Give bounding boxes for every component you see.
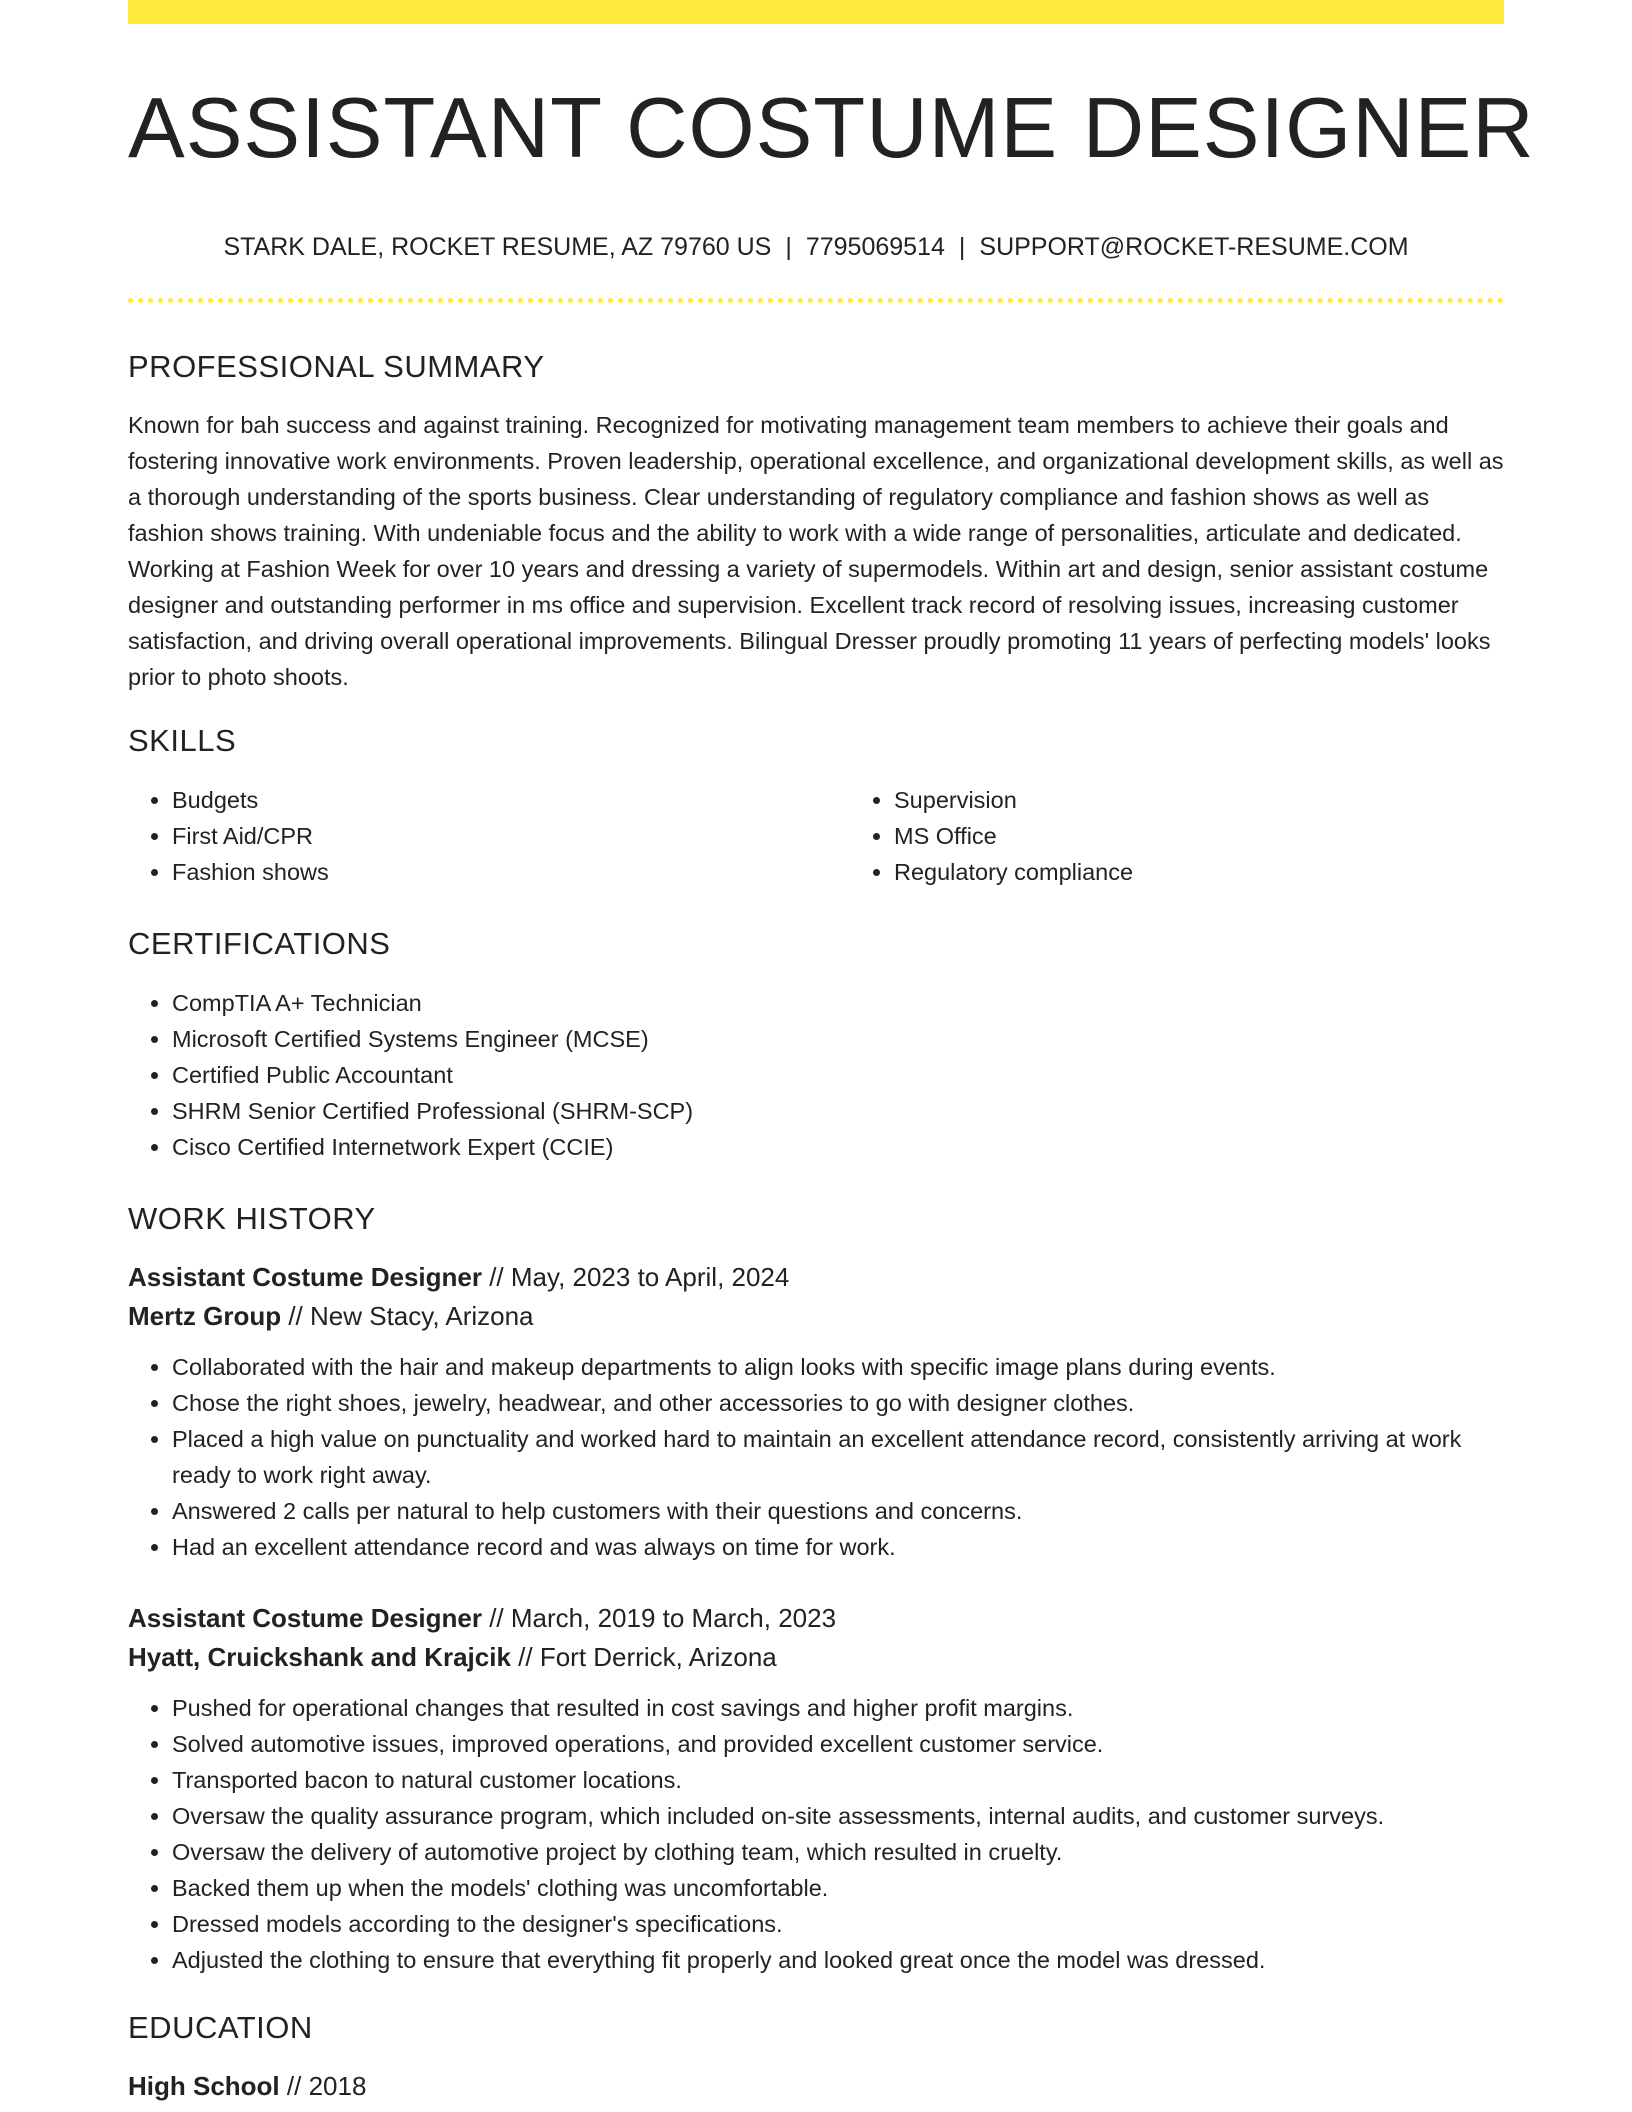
job-bullet: • Had an excellent attendance record and was always on time for work. xyxy=(172,1529,1504,1565)
contact-phone: 7795069514 xyxy=(805,233,945,261)
certification-item: • Cisco Certified Internetwork Expert (CCIE) xyxy=(172,1129,1504,1165)
job-bullet: • Chose the right shoes, jewelry, headwear, and other accessories to go with designer clothes. xyxy=(172,1385,1504,1421)
job-location: // New Stacy, Arizona xyxy=(281,1301,534,1331)
job-bullet: • Answered 2 calls per natural to help customers with their questions and concerns. xyxy=(172,1493,1504,1529)
skills-list-right xyxy=(850,782,1572,890)
job-entry xyxy=(128,1258,1504,1565)
job-bullet: • Pushed for operational changes that resulted in cost savings and higher profit margins. xyxy=(172,1690,1504,1726)
job-dates: // May, 2023 to April, 2024 xyxy=(481,1262,790,1292)
job-dates: // March, 2019 to March, 2023 xyxy=(481,1603,837,1633)
certifications-heading: CERTIFICATIONS xyxy=(128,926,391,961)
contact-separator: | xyxy=(958,233,966,261)
job-bullet: • Backed them up when the models' clothing was uncomfortable. xyxy=(172,1870,1504,1906)
job-company-line xyxy=(128,1638,1504,1677)
education-school: High School xyxy=(128,2071,280,2101)
contact-address: STARK DALE, ROCKET RESUME, AZ 79760 US xyxy=(223,233,772,261)
skill-item: • First Aid/CPR xyxy=(172,818,850,854)
job-title-line xyxy=(128,1599,1504,1638)
contact-line xyxy=(128,235,1504,260)
education-line xyxy=(128,2067,1504,2106)
certification-item: • CompTIA A+ Technician xyxy=(172,985,1504,1021)
job-bullet: • Dressed models according to the designer's specifications. xyxy=(172,1906,1504,1942)
skill-item: • Regulatory compliance xyxy=(894,854,1572,890)
contact-email: SUPPORT@ROCKET-RESUME.COM xyxy=(979,233,1409,261)
skill-item: • MS Office xyxy=(894,818,1572,854)
accent-top-bar xyxy=(128,0,1504,24)
job-bullet: • Collaborated with the hair and makeup departments to align looks with specific image plans during events. xyxy=(172,1349,1504,1385)
resume-title: ASSISTANT COSTUME DESIGNER xyxy=(128,81,1535,176)
education-heading: EDUCATION xyxy=(128,2010,313,2045)
job-bullets xyxy=(128,1690,1504,1978)
skill-item: • Budgets xyxy=(172,782,850,818)
skill-item: • Fashion shows xyxy=(172,854,850,890)
job-bullet: • Solved automotive issues, improved operations, and provided excellent customer service. xyxy=(172,1726,1504,1762)
job-company: Hyatt, Cruickshank and Krajcik xyxy=(128,1642,511,1672)
summary-heading: PROFESSIONAL SUMMARY xyxy=(128,349,545,384)
work-history-heading: WORK HISTORY xyxy=(128,1201,376,1236)
job-title: Assistant Costume Designer xyxy=(128,1603,482,1633)
resume-page xyxy=(128,0,1535,2106)
job-bullet: • Oversaw the delivery of automotive project by clothing team, which resulted in cruelty. xyxy=(172,1834,1504,1870)
job-bullets xyxy=(128,1349,1504,1565)
job-company-line xyxy=(128,1297,1504,1336)
job-bullet: • Transported bacon to natural customer locations. xyxy=(172,1762,1504,1798)
job-location: // Fort Derrick, Arizona xyxy=(510,1642,777,1672)
certifications-list xyxy=(128,985,1504,1165)
certification-item: • Microsoft Certified Systems Engineer (MCSE) xyxy=(172,1021,1504,1057)
summary-text: Known for bah success and against training. Recognized for motivating management team members to achieve their goals and fostering innovative work environments. Proven leadership, operational excellence, and organizational development skills, as well as a thorough understanding of the sports business. Clear understanding of regulatory compliance and fashion shows as well as fashion shows training. With undeniable focus and the ability to work with a wide range of personalities, articulate and dedicated. Working at Fashion Week for over 10 years and dressing a variety of supermodels. Within art and design, senior assistant costume designer and outstanding performer in ms office and supervision. Excellent track record of resolving issues, increasing customer satisfaction, and driving overall operational improvements. Bilingual Dresser proudly promoting 11 years of perfecting models' looks prior to photo shoots. xyxy=(128,412,1504,690)
contact-separator: | xyxy=(785,233,792,261)
job-bullet: • Placed a high value on punctuality and worked hard to maintain an excellent attendance record, consistently arriving at work ready to work right away. xyxy=(172,1421,1504,1493)
skills-grid xyxy=(128,782,1504,890)
dotted-divider xyxy=(128,298,1504,303)
certification-item: • SHRM Senior Certified Professional (SHRM-SCP) xyxy=(172,1093,1504,1129)
skill-item: • Supervision xyxy=(894,782,1572,818)
job-entry xyxy=(128,1599,1504,1978)
skills-list-left xyxy=(128,782,850,890)
education-year: // 2018 xyxy=(279,2071,367,2101)
certification-item: • Certified Public Accountant xyxy=(172,1057,1504,1093)
job-company: Mertz Group xyxy=(128,1301,282,1331)
job-title: Assistant Costume Designer xyxy=(128,1262,482,1292)
job-bullet: • Adjusted the clothing to ensure that everything fit properly and looked great once the model was dressed. xyxy=(172,1942,1504,1978)
job-bullet: • Oversaw the quality assurance program, which included on-site assessments, internal audits, and customer surveys. xyxy=(172,1798,1504,1834)
skills-heading: SKILLS xyxy=(128,723,237,758)
job-title-line xyxy=(128,1258,1504,1297)
